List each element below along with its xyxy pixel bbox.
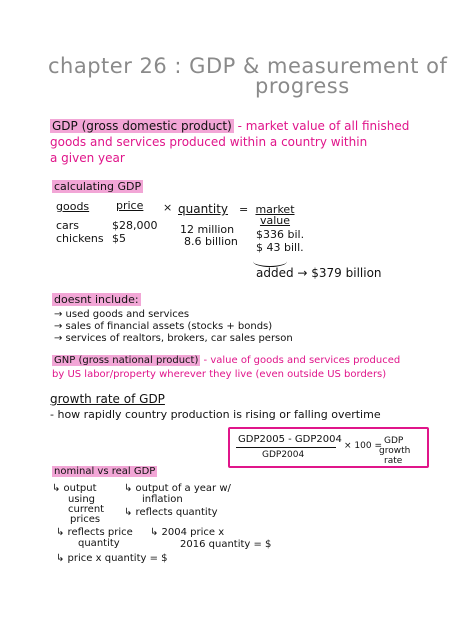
- nominal-left-item: ↳ reflects price: [56, 527, 133, 538]
- fraction-bar: [236, 447, 336, 448]
- row-good-chickens: chickens: [56, 232, 104, 245]
- formula-result: GDP: [384, 436, 404, 446]
- gdp-definition-line1: [50, 120, 409, 132]
- growth-heading: growth rate of GDP: [50, 392, 165, 406]
- row-value-cars: $336 bil.: [256, 228, 305, 241]
- nominal-heading: [52, 467, 157, 477]
- calculating-heading: [52, 181, 143, 192]
- market-value-header: market value: [255, 203, 295, 227]
- formula-denominator: GDP2004: [262, 450, 305, 460]
- row-price-chickens: $5: [112, 232, 126, 245]
- gdp-definition-line2: goods and services produced within a country within: [50, 135, 368, 149]
- nominal-left-item: using: [68, 494, 96, 505]
- quantity-header: quantity: [178, 202, 229, 216]
- row-price-cars: $28,000: [112, 219, 158, 232]
- row-value-chickens: $ 43 bill.: [256, 241, 304, 254]
- page-title-line2: progress: [255, 74, 350, 98]
- equals-symbol: =: [239, 203, 249, 216]
- gdp-definition-text: - market value of all finished: [233, 119, 410, 133]
- nominal-right-item: inflation: [142, 494, 183, 505]
- nominal-left-item: prices: [70, 514, 101, 525]
- row-quantity-chickens: 8.6 billion: [184, 235, 238, 248]
- nominal-left-item: current: [68, 504, 105, 515]
- nominal-left-item: ↳ price x quantity = $: [56, 553, 168, 564]
- doesnt-include-highlight: doesnt include:: [54, 293, 139, 306]
- formula-result: growth: [379, 446, 411, 456]
- formula-numerator: GDP2005 - GDP2004: [238, 434, 342, 445]
- calculating-heading-highlight: calculating GDP: [54, 180, 142, 193]
- doesnt-include-heading: [52, 294, 141, 305]
- doesnt-include-item: → services of realtors, brokers, car sales person: [54, 333, 293, 344]
- goods-header: goods: [56, 200, 90, 213]
- nominal-right-item: ↳ output of a year w/: [124, 483, 231, 494]
- doesnt-include-item: → used goods and services: [54, 309, 190, 320]
- nominal-right-item: ↳ reflects quantity: [124, 507, 218, 518]
- gdp-term-highlight: GDP (gross domestic product): [52, 119, 232, 133]
- gnp-definition-line2: by US labor/property wherever they live (even outside US borders): [52, 369, 387, 380]
- gnp-definition-text: - value of goods and services produced: [200, 355, 401, 366]
- formula-result: rate: [384, 456, 403, 466]
- gnp-term-highlight: GNP (gross national product): [54, 355, 199, 366]
- price-header: price: [116, 199, 144, 212]
- nominal-heading-highlight: nominal vs real GDP: [54, 466, 156, 477]
- nominal-left-item: quantity: [78, 538, 120, 549]
- nominal-left-item: ↳ output: [52, 483, 97, 494]
- gdp-definition-line3: a given year: [50, 151, 125, 165]
- formula-multiplier: × 100 =: [344, 441, 382, 451]
- growth-description: - how rapidly country production is rising or falling overtime: [50, 408, 381, 421]
- added-total: added → $379 billion: [256, 266, 382, 280]
- doesnt-include-item: → sales of financial assets (stocks + bonds): [54, 321, 273, 332]
- row-quantity-cars: 12 million: [180, 223, 235, 236]
- row-good-cars: cars: [56, 219, 80, 232]
- page-title: chapter 26 : GDP & measurement of: [48, 54, 448, 78]
- gnp-definition-line1: [52, 356, 400, 366]
- nominal-right-item: ↳ 2004 price x: [150, 527, 225, 538]
- nominal-right-item: 2016 quantity = $: [180, 539, 272, 550]
- times-symbol: ×: [163, 201, 173, 214]
